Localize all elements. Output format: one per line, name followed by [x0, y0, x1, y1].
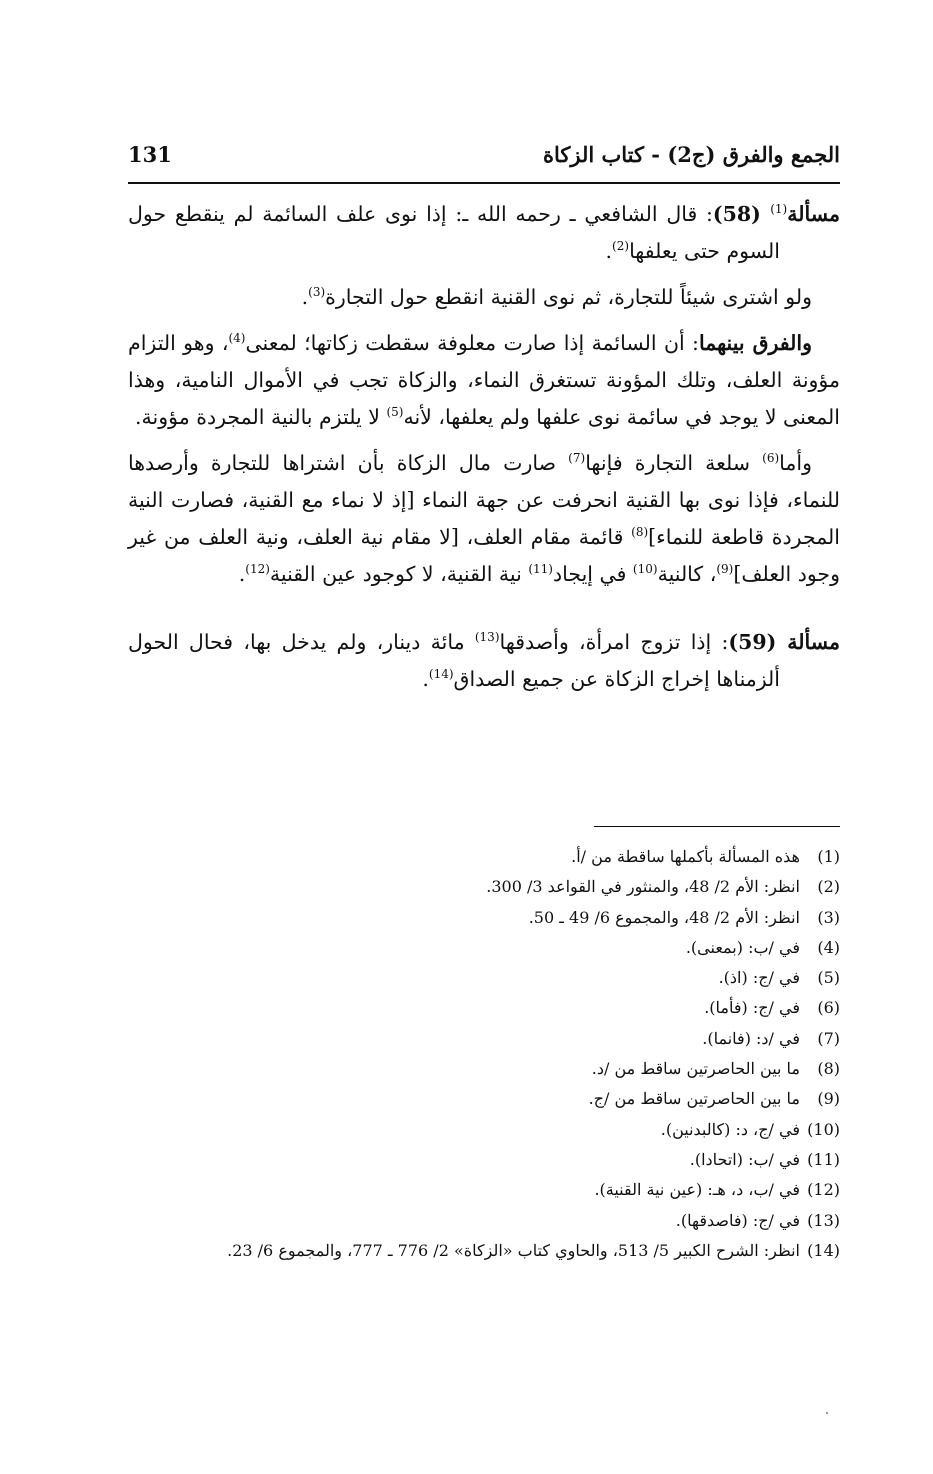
paragraph-end: . [422, 667, 429, 691]
paragraph-text: ، وهو التزام مؤونة العلف، وتلك المؤونة تستغرق النماء، والزكاة تجب في الأموال النامية، وهذا المعنى لا يوجد في سائمة نوى علفها ولم يعلفها، لأنه [128, 331, 840, 429]
footnote-number: (8) [817, 1059, 840, 1079]
footnote-text: انظر: الأم 2/ 48، والمنثور في القواعد 3/ 300. [486, 877, 800, 897]
footnote-number: (1) [817, 847, 840, 866]
footnote-item [128, 1115, 840, 1145]
footnote-ref-6: (6) [762, 451, 780, 466]
paragraph-end: . [301, 285, 309, 309]
section-gap [128, 602, 840, 624]
footnote-item [128, 872, 840, 902]
footnote-item [128, 1175, 840, 1205]
paragraph-trade [128, 279, 840, 316]
paragraph-text: نية القنية، لا كوجود عين القنية [269, 562, 529, 586]
footnote-item [128, 1054, 840, 1084]
paragraph-text: لا يلتزم بالنية المجردة مؤونة. [135, 405, 387, 429]
footnote-text: في /ج: (فاصدقها). [675, 1210, 800, 1230]
footnote-ref-5: (5) [386, 405, 404, 420]
footnote-ref-2: (2) [612, 239, 630, 254]
footnote-text: ما بين الحاصرتين ساقط من /د. [591, 1059, 800, 1079]
footnote-number: (13) [807, 1210, 840, 1230]
footnote-number: (5) [817, 968, 840, 988]
footnote-number: (9) [817, 1089, 840, 1109]
footnote-ref-9: (9) [716, 562, 734, 577]
page-number: 131 [128, 142, 172, 167]
footnote-ref-14: (14) [428, 667, 454, 682]
footnote-text: في /ب: (اتحادا). [689, 1149, 800, 1169]
footnote-item [128, 1145, 840, 1175]
scan-speck [826, 1412, 828, 1414]
paragraph-text: قائمة مقام العلف، [لا مقام نية العلف، ونية العلف من غير وجود العلف] [128, 525, 840, 586]
footnote-ref-12: (12) [245, 562, 270, 577]
footnote-ref-8: (8) [631, 525, 649, 540]
paragraph-end: . [605, 239, 613, 263]
footnote-text: في /ج، د: (كالبدنين). [660, 1119, 800, 1139]
paragraph-trade-goods [128, 445, 840, 593]
footnote-number: (10) [807, 1119, 840, 1139]
paragraph-text: : إذا تزوج امرأة، وأصدقها [499, 630, 729, 654]
footnote-number: (2) [817, 877, 840, 897]
footnote-item [128, 933, 840, 963]
footnote-divider [594, 826, 840, 827]
paragraph-text: سلعة التجارة فإنها [585, 451, 763, 475]
paragraph-text: صارت مال الزكاة بأن اشتراها للتجارة وأرصدها للنماء، فإذا نوى بها القنية انحرفت عن جهة النماء [إذ لا نماء مع القنية، فصارت النية المجردة قاطعة للنماء] [128, 451, 841, 549]
paragraph-text: وأما [779, 451, 812, 475]
paragraph-text: : قال الشافعي ـ رحمه الله ـ: إذا نوى علف السائمة لم ينقطع حول السوم حتى يعلفها [128, 202, 780, 263]
footnote-number: (12) [807, 1180, 840, 1200]
footnote-number: (6) [817, 998, 840, 1018]
footnotes [128, 842, 840, 1266]
paragraph-text: مائة دينار، ولم يدخل بها، فحال الحول ألزمناها إخراج الزكاة عن جميع الصداق [128, 630, 780, 691]
paragraph-masala-58 [128, 196, 840, 270]
paragraph-text: في إيجاد [552, 562, 633, 586]
paragraph-text: : أن السائمة إذا صارت معلوفة سقطت زكاتها؛ لمعنى [245, 331, 699, 355]
footnote-number: (14) [807, 1240, 840, 1260]
footnote-text: في /ب: (بمعنى). [685, 937, 800, 957]
difference-label: والفرق بينهما [698, 331, 812, 355]
footnote-item [128, 1024, 840, 1054]
footnote-ref-13: (13) [474, 630, 500, 645]
footnote-ref-7: (7) [568, 451, 586, 466]
main-text [128, 196, 840, 707]
footnote-text: في /ج: (فأما). [704, 998, 800, 1018]
footnote-number: (4) [817, 937, 840, 957]
masala-number: (58) [712, 202, 771, 226]
footnote-ref-4: (4) [228, 331, 246, 346]
footnote-ref-1: (1) [770, 202, 788, 217]
footnote-item [128, 993, 840, 1023]
paragraph-text: ولو اشترى شيئاً للتجارة، ثم نوى القنية انقطع حول التجارة [325, 285, 812, 309]
footnote-item [128, 903, 840, 933]
footnote-text: في /د: (فانما). [702, 1028, 800, 1048]
masala-label: مسألة [787, 202, 840, 226]
footnote-text: ما بين الحاصرتين ساقط من /ج. [588, 1089, 800, 1109]
paragraph-text: ، كالنية [657, 562, 717, 586]
footnote-ref-3: (3) [308, 285, 326, 300]
running-head: الجمع والفرق (ج2) - كتاب الزكاة [542, 142, 840, 167]
footnote-item [128, 1236, 840, 1266]
footnote-number: (7) [817, 1028, 840, 1048]
masala-label: مسألة (59) [728, 630, 840, 654]
footnote-item [128, 963, 840, 993]
page-header [128, 142, 840, 184]
footnote-text: في /ب، د، هـ: (عين نية القنية). [594, 1180, 800, 1200]
footnote-text: في /ج: (اذ). [718, 968, 800, 988]
footnote-item [128, 1206, 840, 1236]
footnote-text: انظر: الشرح الكبير 5/ 513، والحاوي كتاب «الزكاة» 2/ 776 ـ 777، والمجموع 6/ 23. [227, 1240, 800, 1260]
footnote-ref-11: (11) [528, 562, 553, 577]
footnote-number: (11) [807, 1149, 840, 1169]
footnote-text: هذه المسألة بأكملها ساقطة من /أ. [571, 847, 800, 866]
footnote-text: انظر: الأم 2/ 48، والمجموع 6/ 49 ـ 50. [528, 907, 800, 927]
footnote-item [128, 842, 840, 872]
paragraph-masala-59 [128, 624, 840, 698]
footnote-ref-10: (10) [632, 562, 658, 577]
footnote-item [128, 1084, 840, 1114]
paragraph-difference [128, 325, 840, 436]
paragraph-end: . [238, 562, 246, 586]
footnote-number: (3) [817, 907, 840, 927]
